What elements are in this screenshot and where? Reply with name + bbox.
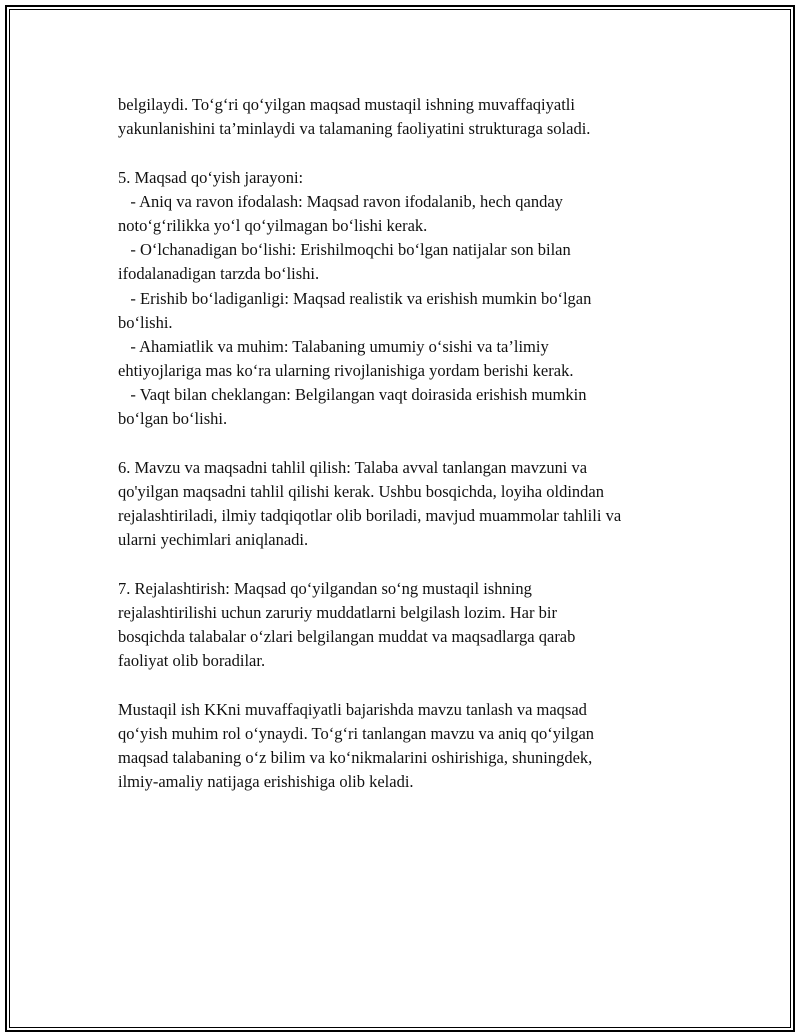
list-item-line: - Erishib bo‘ladiganligi: Maqsad realistik va erishish mumkin bo‘lgan xyxy=(118,288,592,308)
text-line: rejalashtirilishi uchun zaruriy muddatlarni belgilash lozim. Har bir xyxy=(118,602,557,622)
list-item-line: - Aniq va ravon ifodalash: Maqsad ravon ifodalanib, hech qanday xyxy=(118,191,563,211)
text-line: rejalashtiriladi, ilmiy tadqiqotlar olib boriladi, mavjud muammolar tahlili va xyxy=(118,506,622,526)
list-item-line: noto‘g‘rilikka yo‘l qo‘yilmagan bo‘lishi kerak. xyxy=(118,215,428,235)
paragraph-spacer xyxy=(118,553,718,577)
list-item-line: bo‘lgan bo‘lishi. xyxy=(118,409,228,429)
text-line: Mustaqil ish KKni muvaffaqiyatli bajarishda mavzu tanlash va maqsad xyxy=(118,699,587,719)
document-body xyxy=(118,93,718,794)
section-heading: 5. Maqsad qo‘yish jarayoni: xyxy=(118,167,304,187)
list-item-line: ehtiyojlariga mas ko‘ra ularning rivojlanishiga yordam berishi kerak. xyxy=(118,361,574,381)
intro-paragraph xyxy=(118,93,718,141)
text-line: maqsad talabaning o‘z bilim va ko‘nikmalarini oshirishiga, shuningdek, xyxy=(118,748,593,768)
section-5-goal-setting xyxy=(118,166,718,432)
paragraph-spacer xyxy=(118,674,718,698)
text-line: belgilaydi. To‘g‘ri qo‘yilgan maqsad mustaqil ishning muvaffaqiyatli xyxy=(118,95,575,114)
list-item-line: - Ahamiatlik va muhim: Talabaning umumiy o‘sishi va ta’limiy xyxy=(118,336,549,356)
text-line: qo‘yish muhim rol o‘ynaydi. To‘g‘ri tanlangan mavzu va aniq qo‘yilgan xyxy=(118,723,595,743)
text-line: 7. Rejalashtirish: Maqsad qo‘yilgandan so‘ng mustaqil ishning xyxy=(118,578,532,598)
text-line: ilmiy-amaliy natijaga erishishiga olib keladi. xyxy=(118,772,414,792)
list-item-line: bo‘lishi. xyxy=(118,312,173,332)
list-item-line: ifodalanadigan tarzda bo‘lishi. xyxy=(118,264,320,284)
list-item-line: - O‘lchanadigan bo‘lishi: Erishilmoqchi bo‘lgan natijalar son bilan xyxy=(118,240,571,260)
paragraph-spacer xyxy=(118,432,718,456)
text-line: qo'yilgan maqsadni tahlil qilishi kerak. Ushbu bosqichda, loyiha oldindan xyxy=(118,482,604,501)
text-line: faoliyat olib boradilar. xyxy=(118,651,266,671)
text-line: yakunlanishini ta’minlaydi va talamaning faoliyatini strukturaga soladi. xyxy=(118,119,591,139)
text-line: bosqichda talabalar o‘zlari belgilangan muddat va maqsadlarga qarab xyxy=(118,627,576,647)
conclusion-paragraph xyxy=(118,698,718,795)
text-line: ularni yechimlari aniqlanadi. xyxy=(118,530,309,550)
paragraph-spacer xyxy=(118,141,718,165)
text-line: 6. Mavzu va maqsadni tahlil qilish: Talaba avval tanlangan mavzuni va xyxy=(118,457,588,477)
section-6-analysis xyxy=(118,456,718,553)
section-7-planning xyxy=(118,577,718,674)
list-item-line: - Vaqt bilan cheklangan: Belgilangan vaqt doirasida erishish mumkin xyxy=(118,385,587,405)
